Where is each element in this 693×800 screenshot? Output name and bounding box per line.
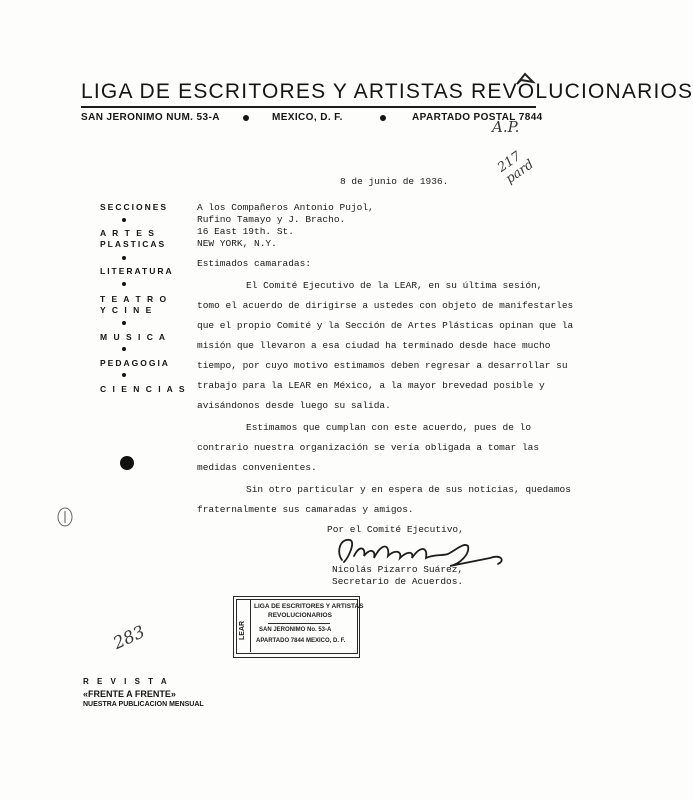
handwritten-mark-icon bbox=[515, 70, 537, 88]
letterhead-city: MEXICO, D. F. bbox=[272, 112, 343, 123]
signer-title: Secretario de Acuerdos. bbox=[332, 576, 464, 587]
stamp-line: LIGA DE ESCRITORES Y ARTISTAS bbox=[254, 603, 364, 610]
sidebar-sections-label: SECCIONES bbox=[100, 202, 169, 212]
paragraph1-line: trabajo para la LEAR en México, a la mayor brevedad posible y bbox=[197, 380, 545, 391]
letterhead-separator-dot bbox=[243, 115, 249, 121]
stamp-side-label: LEAR bbox=[239, 620, 246, 640]
sidebar-item: C I E N C I A S bbox=[100, 384, 187, 394]
stamp-line: MEXICO, D. F. bbox=[306, 638, 346, 644]
paragraph2-line: contrario nuestra organización se vería obligada a tomar las bbox=[197, 442, 540, 453]
letterhead-separator-dot bbox=[380, 115, 386, 121]
letterhead-postal: APARTADO POSTAL 7844 bbox=[412, 112, 543, 123]
closing: Por el Comité Ejecutivo, bbox=[327, 524, 464, 535]
paragraph1-line: tomo el acuerdo de dirigirse a ustedes con objeto de manifestarles bbox=[197, 300, 574, 311]
stamp-line: SAN JERONIMO No. 53-A bbox=[259, 627, 332, 633]
handwritten-initials: A.P. bbox=[492, 118, 520, 136]
footer-subtitle: NUESTRA PUBLICACION MENSUAL bbox=[83, 701, 204, 708]
paragraph2-line: medidas convenientes. bbox=[197, 462, 317, 473]
stamp-line: APARTADO 7844 bbox=[256, 638, 305, 644]
sidebar-item: M U S I C A bbox=[100, 332, 168, 342]
sidebar-item: LITERATURA bbox=[100, 266, 174, 276]
sidebar-dot bbox=[122, 321, 126, 325]
recipient-line: NEW YORK, N.Y. bbox=[197, 238, 277, 249]
recipient-line: A los Compañeros Antonio Pujol, bbox=[197, 202, 374, 213]
paragraph1-line: tiempo, por cuyo motivo estimamos deben regresar a desarrollar su bbox=[197, 360, 568, 371]
paragraph1-line: avisándonos desde luego su salida. bbox=[197, 400, 391, 411]
footer-revista: R E V I S T A bbox=[83, 677, 170, 686]
sidebar-item: Y C I N E bbox=[100, 305, 154, 315]
paragraph2-line: Estimamos que cumplan con este acuerdo, pues de lo bbox=[246, 422, 532, 433]
letterhead-rule bbox=[81, 106, 536, 108]
sidebar-item: PLASTICAS bbox=[100, 239, 167, 249]
punch-hole-icon bbox=[56, 506, 74, 528]
recipient-line: 16 East 19th. St. bbox=[197, 226, 294, 237]
salutation: Estimados camaradas: bbox=[197, 258, 312, 269]
paragraph3-line: fraternalmente sus camaradas y amigos. bbox=[197, 504, 414, 515]
letter-date: 8 de junio de 1936. bbox=[340, 176, 449, 187]
sidebar-item: PEDAGOGIA bbox=[100, 358, 170, 368]
stamp-line: REVOLUCIONARIOS bbox=[268, 612, 332, 619]
handwritten-note: 217 pard bbox=[495, 148, 537, 187]
paragraph3-line: Sin otro particular y en espera de sus noticias, quedamos bbox=[246, 484, 571, 495]
sidebar-dot bbox=[122, 256, 126, 260]
stamp-divider bbox=[250, 599, 251, 652]
sidebar-dot bbox=[122, 347, 126, 351]
handwritten-margin-number: 283 bbox=[110, 622, 149, 654]
sidebar-dot bbox=[122, 373, 126, 377]
stamp-rule bbox=[268, 623, 330, 624]
footer-publication-name: «FRENTE A FRENTE» bbox=[83, 689, 176, 699]
sidebar-item: A R T E S bbox=[100, 228, 156, 238]
sidebar-dot bbox=[122, 282, 126, 286]
paragraph1-line: misión que llevaron a esa ciudad ha terminado desde hace mucho bbox=[197, 340, 551, 351]
recipient-line: Rufino Tamayo y J. Bracho. bbox=[197, 214, 346, 225]
sidebar-item: T E A T R O bbox=[100, 294, 169, 304]
margin-dot bbox=[120, 456, 134, 470]
letterhead-address: SAN JERONIMO NUM. 53-A bbox=[81, 112, 220, 123]
paragraph1-line: El Comité Ejecutivo de la LEAR, en su última sesión, bbox=[246, 280, 543, 291]
signer-name: Nicolás Pizarro Suárez, bbox=[332, 564, 464, 575]
sidebar-dot bbox=[122, 218, 126, 222]
letterhead-title: LIGA DE ESCRITORES Y ARTISTAS REVOLUCIONARIOS bbox=[81, 80, 693, 103]
paragraph1-line: que el propio Comité y la Sección de Artes Plásticas opinan que la bbox=[197, 320, 574, 331]
